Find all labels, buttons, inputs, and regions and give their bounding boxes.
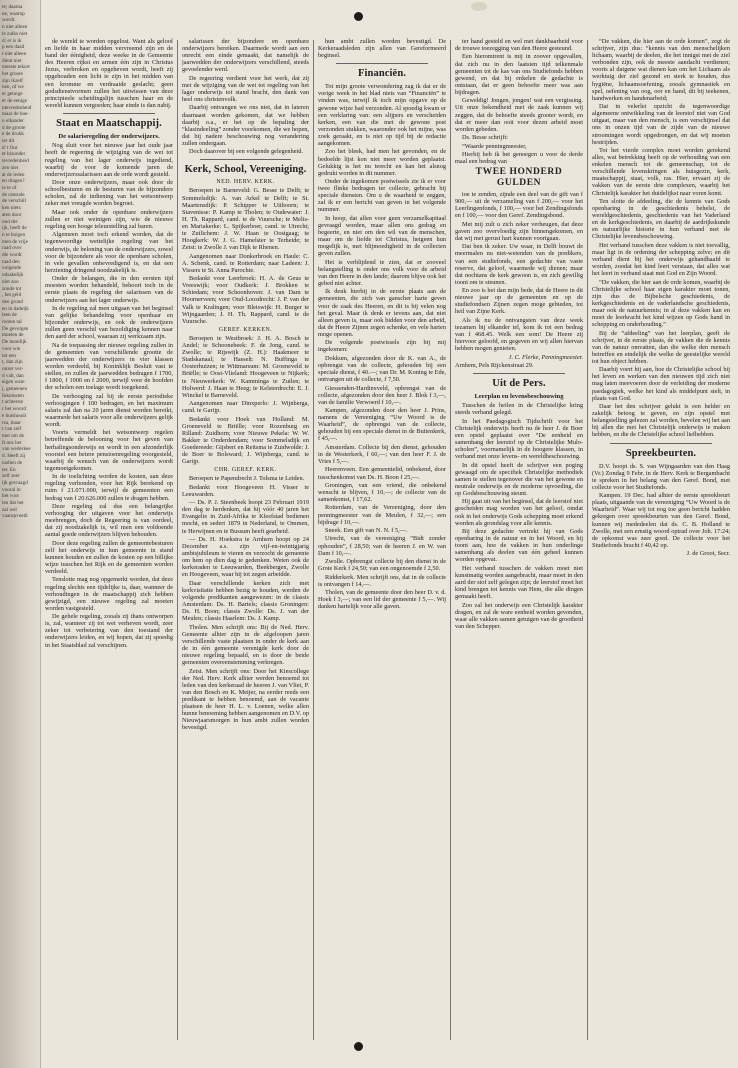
paragraph: Bedankt voor Hoogeveen H. Visser te Leeuwarden.: [182, 483, 309, 498]
spine-line: de verschill: [2, 198, 27, 205]
column-rule: [313, 40, 314, 1040]
spine-line: ie te of: [2, 184, 17, 191]
spine-line: het voor: [2, 493, 20, 500]
paragraph: Als ik nu de ontvangsten van deze week tezamen bij elkander tel, kom ik tot een bedrag van f 468.45. Welk een som! De Heere zij hiervoor geloofd, en gegeven en wij allen hiervan hebben mogen genieten.: [455, 316, 583, 353]
spine-line: en in dadeljk: [2, 305, 29, 312]
spine-line: tevredenheid: [2, 158, 29, 165]
paragraph: Zwolle. Opbrengst collecte bij den dienst in de Grote Kerk f 24,50; van een ongenoemde f 2,50.: [318, 558, 446, 573]
spine-line: e de drukk: [2, 131, 24, 138]
spine-line: p een daad: [2, 44, 25, 51]
spine-line: n niet alleen: [2, 24, 28, 31]
paragraph: Rotterdam, van de Vereeniging, door den penningmeester van de Meulen, f 32,—; een bijdrage f 10,—.: [318, 504, 446, 526]
spine-line: De gevolgen: [2, 325, 29, 332]
paragraph: Het is verblijdend te zien, dat er zooveel belangstelling is onder ons volk voor de arbeid van den Heere in den lande; daarom blijve ook het gebed niet achter.: [318, 258, 446, 287]
article-body: [455, 402, 583, 630]
column-rule: [177, 40, 178, 1040]
spine-line: Inkomsten: [2, 392, 24, 399]
spine-line: te zulks niet: [2, 30, 28, 37]
spine-line: moeten de: [2, 332, 24, 339]
paragraph: Een hieromtrent is mij in zoover opgevallen, dat zich nu in den laatsten tijd telkenmale gemeenten tot de kas van ons Studiefonds hebben gewend, en dat bij enkelen de gedachte is ontstaan, dat er geen behoefte meer was aan bijdragen.: [455, 53, 583, 96]
column-4: [455, 38, 583, 1042]
paragraph: Bij de “afdeeling” van het leerplan, geeft de schrijver, in de eerste plaats, de vakken die de kennis van de natuur omvatten, dan die welke den mensch betreffen en eindelijk die welke de geestelijke wereld tot hun object hebben.: [592, 329, 730, 365]
paragraph: Voorts vermeldt het wetsontwerp regelen betreffende de belooning voor het geven van herhalingsonderwijs en wordt in een afzonderlijk voorstel een betere pensioenregeling voorgesteld, waarbij de wensch van de onderwijzers wordt tegemoetgekomen.: [45, 429, 173, 472]
previous-page-text: [2, 4, 36, 520]
spine-line: raad den: [2, 258, 20, 265]
spine-line: at de leden: [2, 171, 25, 178]
paragraph: Daarbij ontvangen we ons niet, dat in lateren daarnaast worden gekomen, dat we hebben daarbij o.a., er het op de bepaling der “klasindeeling” zonder voorkomen, die we hopen, dat bij nadere beschouwing nog verandering zullen ondergaan.: [182, 104, 309, 147]
paragraph: Ten slotte de afdeeling, die de kennis van Gods openbaring in de geschiedenis behelst, de wereldgeschiedenis, geschiedenis van het Vaderland en de kerkgeschiedenis, en daarbij de aardrijkskunde en natuurlijke historie in hun verband met de Christelijke levensbeschouwing.: [592, 197, 730, 241]
column-1: [45, 38, 173, 1042]
spine-line: en dragen?: [2, 178, 25, 185]
article-title-salaris: De salarisregeling der onderwijzers.: [58, 132, 160, 140]
spine-line: nen, of we: [2, 84, 24, 91]
divider: [610, 443, 712, 444]
paragraph: De volgende postwissels zijn bij mij ingekomen:: [318, 339, 446, 354]
paragraph: Zoo het bleek, had men het gevonden, en de bedoelde lijst kon niet meer worden geplaatst. Gelukkig is het nu terecht en kan het alsnog gedrukt worden in dit nummer.: [318, 148, 446, 177]
spine-line: rooten tal: [2, 319, 22, 326]
paragraph: Tenslotte mag nog opgemerkt worden, dat deze regeling slechts een tijdelijke is, daar, wanneer de verhoudingen in de maatschappij zich hebben gewijzigd, een nieuwe regeling zal moeten worden vastgesteld.: [45, 576, 173, 612]
spine-line: de centrale: [2, 191, 25, 198]
spine-line: e huishoudi: [2, 412, 27, 419]
paragraph: Met mij zult u zich zeker verheugen, dat deze gaven zoo overvloedig zijn binnengekomen, en dat wij met gerust hart kunnen voortgaan.: [455, 220, 583, 242]
paragraph: In hoop, dat allen voor geen verzamelkapitaal gevraagd worden, maar allen ons gedrag en begeerte, en niet om den wil van de menschen, maar om de liefde tot Christus, hetgeen hun mogelijk is, met blijmoedigheid in de collecten geven zullen.: [318, 214, 446, 258]
paragraph: Doch daarover bij een volgende gelegenheid.: [189, 148, 303, 156]
spine-line: den grond: [2, 298, 23, 305]
paragraph: Het verband tusschen de vakken moet niet kunstmatig worden aangebracht, maar moet in den aard der stof zelf gelegen zijn; de leerstof moet het kind brengen tot kennis van Hem, die alle dingen gemaakt heeft.: [455, 564, 583, 601]
spine-line: vooral in: [2, 486, 21, 493]
spine-line: voor wie: [2, 345, 21, 352]
article-body: [318, 83, 446, 610]
spine-line: zonde tot: [2, 285, 22, 292]
subsection-body: [182, 475, 309, 731]
spine-line: d' t Our: [2, 144, 18, 151]
spine-line: zijn ikzelf: [2, 77, 23, 84]
paragraph: De verhooging zal bij de eerste periodieke verhoogingen f 100 bedragen, en het maximum salaris zal dan na 20 jaren dienst worden bereikt, waarmede het salaris voor alle onderwijzers gelijk wordt.: [45, 392, 173, 428]
spine-line: rsa, maar: [2, 419, 22, 426]
paragraph: Ds. Besse schrijft:: [462, 134, 508, 142]
paragraph: Hij gaat uit van het beginsel, dat de leerstof niet gescheiden mag worden van het geloof, omdat ook in het onderwijs Gods schepping moet erkend worden als grondslag voor alle kennis.: [455, 498, 583, 527]
article-body: [592, 463, 730, 549]
article-title-leerplan: Leerplan en levensbeschouwing: [474, 392, 564, 400]
paragraph: — Ds. H. Hoekstra te Arnhem hoopt op 24 December a.s. zijn vijf-en-twintigjarig ambtsjubileum te vieren en verzocht de gemeente om hem op dien dag te gedenken. Weten ook de kerkeraden te Leeuwarden, Beekbergen, Zwolle en Hoogeveen, waar hij tot zegen arbeidde.: [182, 535, 309, 579]
paragraph: Beroepen te Papendrecht J. Tolsma te Leiden.: [189, 475, 305, 483]
paragraph: Dokkum, afgezonden door de K. van A., de opbrengst van de collecte, gehouden bij een speciale dienst, f 40.—; van Dr. M. Koning te Ede, ontvangen uit de collecte, f 7,50.: [318, 354, 446, 384]
spine-line: maar de hoe-: [2, 111, 30, 118]
spine-line: ijk, heeft de: [2, 225, 27, 232]
spine-line: vaaropvoedi: [2, 513, 28, 520]
paragraph: Deze regeling zal dus een belangrijke verhooging der uitgaven voor het onderwijs meebrengen, doch de Regeering is van oordeel, dat zij noodzakelijk is, wil men een voldoende aantal goede onderwijzers blijven behouden.: [45, 502, 173, 539]
section-title-spreekbeurten: Spreekbeurten.: [625, 447, 697, 459]
paragraph: “Waarde penningmeester,: [462, 142, 527, 150]
paragraph: In het Paedagogisch Tijdschrift voor het Christelijk onderwijs heeft nu de heer J. de Boer een opstel geplaatst over “De eenheid en samenhang der leerstof op de Christelijke Mulo-scholen”, voornamelijk in de hoogere klassen, in verband met onze levens- en wereldbeschouwing.: [455, 417, 583, 461]
paragraph: Nog sluit voor het nieuwe jaar het oude jaar heeft de regeering de wijziging van de wet tot regeling van het lager onderwijs ingediend, waarbij de voor de komende jaren de onderwijzerssalarissen aan de orde wordt gesteld.: [45, 142, 173, 178]
spine-line: meeste tekort: [2, 64, 30, 71]
paragraph: Tot het vierde complex moet worden gerekend alles, wat betrekking heeft op de verhouding van een enkelen mensch tot de gemeenschap, tot de verschillende levenskringen als huisgezin, kerk, maatschappij, staat, volk, ras. Hier, ervaart zij de vakken van de eerste drie complexen, waarbij het Christelijk karakter het duidelijkst naar voren komt.: [592, 147, 730, 197]
paragraph: Tholen, van de gemeente door den heer D. v. d. Hoek f 3,—; van een lid der gemeente f 5,—. Wij danken hartelijk voor alle gaven.: [318, 589, 446, 611]
paragraph: Bij deze gedachte vertrekt hij van Gods openbaring in de natuur en in het Woord, en hij toont aan, hoe de vakken in hun onderlinge samenhang als deelen van één geheel kunnen worden opgevat.: [455, 528, 583, 564]
paragraph: Daarbij voert hij aan, hoe de Christelijke school bij het leven en werken van den nieuwen tijd zich niet mag laten meevoeren door de verleiding der moderne paedagogiek, welke het kind als middelpunt stelt, in plaats van God.: [592, 366, 730, 402]
spine-line: nadien de: [2, 459, 23, 466]
signature-place: Arnhem, Pels Rijckenstraat 29.: [455, 361, 534, 369]
paragraph: Na de toepassing der nieuwe regeling zullen in de gemeenten van verschillende grootte de jaarwedden der onderwijzers in vier klassen worden verdeeld, bij Koninklijk Besluit vast te stellen, en zullen de jaarwedden bedragen f 1700, f 1800, f 1900 en f 2000, terwijl voor de hoofden der scholen een toelage wordt toegekend.: [45, 341, 173, 392]
spine-line: men de vrije: [2, 238, 28, 245]
binding-hole-icon: [354, 1042, 363, 1051]
spine-line: zen niet: [2, 164, 19, 171]
spine-line: ien dat het: [2, 500, 24, 507]
paragraph: — Ds. P. J. Steenbeek hoopt 23 Februari 1919 den dag te herdenken, dat hij vóór 40 jaren het Evangelie in Zuid-Afrika te Kleefstad bedienen mocht, en sedert 1879 in Nederland, te Ommen, te Herwijnen en te Bussum heeft gearbeid.: [182, 499, 309, 535]
spine-line: d valt, dan: [2, 372, 24, 379]
newspaper-sheet: [40, 0, 738, 1068]
spine-line: zal wel: [2, 506, 17, 513]
intro-text: [318, 38, 446, 59]
column-rule: [587, 40, 588, 1040]
paragraph: Amsterdam. Collecte bij den dienst, gehouden in de Westerkerk, f 60,—; van den heer F. J. de Vries f 5,—.: [318, 443, 446, 466]
subsection-body: [182, 187, 309, 324]
paragraph: Dat in velerlei opzicht de tegenwoordige algemeene ontwikkeling van de leerstof niet van God uitgaat, maar van den mensch, is een verschijnsel dat ons in onzen tijd van de zijde van de nieuwe stroomingen wordt opgedrongen, en dat wij moeten bestrijden.: [592, 103, 730, 146]
spine-line: r het woord: [2, 406, 26, 413]
paragraph: De regeering verdient voor het werk, dat zij met de wijziging van de wet tot regeling van het lager onderwijs tot stand bracht, den dank van heel ons christenvolk.: [182, 74, 309, 104]
paragraph: Daar het den schrijver gelukt is een helder en zakelijk betoog te geven, en zijn opstel met belangstelling gelezen zal worden, bevelen wij het aan bij allen die met het Christelijk onderwijs te maken hebben, en die de Christelijke school liefhebben.: [592, 403, 730, 439]
previous-page-margin: [0, 0, 42, 1068]
spine-line: ne, waarop: [2, 10, 25, 17]
spine-line: leen de: [2, 312, 17, 319]
intro-text: [45, 38, 173, 109]
spine-line: ntevredenheid: [2, 104, 32, 111]
article-body: [455, 191, 583, 352]
spine-line: niet zoo: [2, 278, 19, 285]
spine-line: het groote: [2, 71, 23, 78]
paragraph: Aangenomen naar Donkerbroek en Haule: C. A. Schenk, cand. te Rotterdam; naar Ladeen: J. Vissers te St. Anna Parochie.: [182, 252, 309, 274]
paragraph: Onder de belangen, die in den eersten tijd moesten worden behandeld, behoort toch in de eerste plaats de regeling der salarissen van de onderwijzers aan het lager onderwijs.: [45, 275, 173, 304]
spine-line: n te buigen: [2, 231, 26, 238]
paragraph: In de toelichting worden de kosten, aan deze regeling verbonden, voor het Rijk berekend op ruim f 21.071.000, terwijl de gemeenten een bedrag van f 20.626.000 zullen te dragen hebben.: [45, 473, 173, 502]
column-5: [592, 38, 730, 1042]
intro-text: [455, 38, 583, 165]
subsection-ned-herv: NED. HERV. KERK.: [216, 179, 275, 186]
paragraph: Door onze onderwijzers, maar ook door de schoolbesturen en de besturen van de bijzondere scholen, zal de indiening van het wetsontwerp zeker met vreugde worden begroet.: [45, 179, 173, 208]
article-body: [45, 142, 173, 648]
paragraph: hun ambt zullen worden bevestigd. De Kerkeraadsleden zijn allen van Gereformeerd beginsel.: [318, 38, 446, 60]
spine-line: j, gemeenen: [2, 386, 28, 393]
spine-line: van wederkee: [2, 446, 31, 453]
spine-line: ft ons het: [2, 439, 22, 446]
spine-line: t, dan zijn: [2, 359, 23, 366]
paper-stain: [471, 2, 487, 11]
spine-line: volgende: [2, 265, 22, 272]
intro-text: [182, 38, 309, 155]
paragraph: In de regeling zal men uitgaan van het beginsel van gelijke behandeling voor openbaar en bijzonder onderwijs, en ook de onderwijzers zullen geen verschil van bezoldiging kennen naar den aard der school, waaraan zij werkzaam zijn.: [45, 304, 173, 341]
spine-line: met om de: [2, 433, 24, 439]
spine-line: ken niets: [2, 205, 21, 212]
paragraph: Geweldig! Jongen, jongen! wat een vergissing. Uit onze bekendheid met de zaak kunnen wij zeggen, dat de behoefte steeds grooter wordt, en dat er meer dan ooit voor dezen arbeid moet worden gebeden.: [455, 97, 583, 133]
paragraph: En zoo is het dan mijn bede, dat de Heere in dit nieuwe jaar op de gemeenten en op de studiefondsen Zijnen zegen moge gebieden, tot heil van Zijne Kerk.: [455, 287, 583, 316]
spine-line: te; daarna: [2, 4, 23, 10]
spine-line: raad over: [2, 245, 22, 252]
paragraph: de wereld te worden opgelost. Want als geloof en liefde in haar midden vervreemd zijn en de band der éénigheid, deze weeke in de Gemeente des Heeren rijkst en armen één zijn in Christus Jezus, verbroken en opgeheven wordt, heeft zij opgehouden een licht te zijn in het midden van een kromme en verdraaide geslacht; geen godsdienstvormen zullen het uitwissen van deze principieele scheidingslijn tusschen haar en de wereld kunnen vergoeden; haar einde is dan nabij.: [45, 38, 173, 109]
paragraph: Kampen, afgezonden door den heer J. Prins, namens de Vereeniging “Uw Woord is de Waarheid”, de opbrengst van de collecte, gehouden bij een speciale dienst in de Buitenkerk, f 45,—.: [318, 407, 446, 443]
spine-line: tot een: [2, 352, 16, 359]
paragraph: toe te zenden, zijnde een deel van de gift van f 900,— uit de verzameling van f 200,— voor het Leerlingenfonds, f 100,— voor het Zendingsfonds en f 100,— voor den Geref. Zendingsbond.: [455, 191, 583, 220]
spine-line: t achterste: [2, 399, 24, 406]
spine-line: De moeilijk: [2, 339, 27, 346]
spine-line: aten door: [2, 211, 22, 218]
paragraph: Groningen, van een vriend, die onbekend wenscht te blijven, f 10,—; de collecte van de samenkomst, f 17,62.: [318, 481, 446, 504]
paragraph: Zeist. Men schrijft ons: Door het Kiescollege der Ned. Herv. Kerk alhier werden benoemd tot leden van den kerkeraad de heeren J. van Vliet, P. van den Bosch en K. Meijer, na eerder reeds een predikant te hebben benoemd, aan de vacante plaatsen de heer H. L. v. Loenen, welke allen hunne benoeming hebben aangenomen en D.V. op Nieuwjaarsmorgen in hun ambt zullen worden bevestigd.: [182, 667, 309, 732]
paragraph: Heerenveen. Een gemeentelid, onbekend, door tusschenkomst van Ds. H. Boon f 25,—.: [318, 466, 446, 481]
paragraph: Dat ben ik zeker. Uw waar, in Delft bouwt de meermalen nu niet-wetenden van de predikers, van een studiefonds, een gedachte van vaste reserve, dat geloof, waarmede wij dienen; maar dat nochtans de kerk gewoon is, en zich gewillig toont om te steunen.: [455, 243, 583, 286]
paragraph: Ridderkerk. Men schrijft ons, dat in de collecte is ontvangen f 14,—.: [318, 573, 446, 588]
paragraph: Hierbij heb ik het genoegen u voor de derde maal een bedrag van: [455, 150, 583, 165]
spine-line: eigen ware: [2, 379, 25, 386]
paragraph: Onder de ingekomen postwissels zie ik er voor twee flinke bedragen ter collecte, gebracht bij speciale diensten. Om u de waarheid te zeggen, zal ik er een bericht van geven in het volgende nummer.: [318, 178, 446, 214]
paragraph: Bedankt voor Hoek van Holland: M. Groeneveld te Briëlle; voor Rozenburg en Rilland: Zuidhorn; voor Nieuwe Pekela: W. W. Bakker te Onderdendam; voor Sommelsdijk en Goedereede: Gijsbert en Reitsma te Zuidwolde: J. de Boer te Bolsward; J. Wijnberga, cand. te Garijp.: [182, 415, 309, 466]
subsection-chr-geref: CHR. GEREF. KERK.: [214, 467, 277, 474]
spine-line: er getuige: [2, 91, 23, 98]
paragraph: Beroepen te Barneveld: G. Besse te Delft; te Sommelsdijk: A. van Arkel te Delft; te St. Maartensdijk: P. Schipper te Uithoorn; te Stavenisse: P. Kamp te Tholen; te Oudewater: J. H. Th. Rappard, cand. te de Vuursche; te Melis- en Mariakerke: L. Spijkerboer, cand. te Utrecht; te Zuilichem: J. W. Haan te Oostgaag; te Hoogkerk: W. J. G. Hamelster te Terheide; te Zeist: te Zwolle J. van Dijk te Rhenen.: [182, 187, 309, 252]
paragraph: Tot mijn groote verwondering zag ik dat er de vorige week in het blad niets van “Financiën” te vinden was, terwijl ik toch mijn opgave op de gewone wijze had verzonden. Al spoedig kwam er een verklaring van: een slijpers en verscheiden kerken, een van die met de gewone post verzonden stukken, waaronder ook het mijne, was zoek geraakt, en is niet op tijd bij de redactie aangekomen.: [318, 83, 446, 148]
paragraph: Het verband tusschen deze vakken is niet toevallig, maar ligt in de ordening der schepping zelve; en dit verband dient bij het onderwijs gehandhaafd te worden, zoodat het kind leert verstaan, dat alles wat het leert in verband staat met God en Zijn Woord.: [592, 241, 730, 278]
subsection-geref: GEREF. KERKEN.: [218, 326, 273, 333]
spine-line: wordt.: [2, 17, 16, 24]
spine-line: die wordt: [2, 252, 22, 259]
signature: J. C. Flerke, Penningmeester.: [508, 353, 583, 361]
spine-line: et bizonder: [2, 151, 26, 158]
spine-line: odsakelijk: [2, 272, 24, 279]
divider: [200, 159, 291, 160]
divider: [63, 113, 155, 114]
column-3: [318, 38, 446, 1042]
spine-line: ond der: [2, 218, 18, 225]
binding-hole-icon: [354, 12, 363, 21]
section-title-pers: Uit de Pers.: [492, 377, 546, 389]
paragraph: salarissen der bijzondere en openbare onderwijzers bereiken. Daarmede wordt aan een onrecht een einde gemaakt, dat namelijk de jaarwedden der onderwijzers verschillend, steeds gevoelender werd.: [182, 38, 309, 74]
paragraph: Tholen. Men schrijft ons: Bij de Ned. Herv. Gemeente alhier zijn in de afgeloopen jaren verschillende vaste plaatsen in onder de kerk aan de in één gemeente verenigde kerk door de nieuwe regeling bepaald, en is door de beide gemeenten overeenstemming verkregen.: [182, 623, 309, 667]
paragraph: Maar ook onder de openbare onderwijzers zullen er niet weinigen zijn, wie de nieuwe regeling een hooge teleurstelling zal baren.: [45, 208, 173, 230]
paragraph: Ik denk hierbij in de eerste plaats aan de gemeenten, die zich van ganscher harte geven voor de zaak des Heeren, en dit is bij velen nog het geval. Maar ik denk er tevens aan, dat niet alleen geven is, maar ook bidden voor den arbeid, dat de Heere Zijnen zegen schenke, en vele harten moge openen.: [318, 288, 446, 338]
spine-line: t niet alleen: [2, 50, 27, 57]
column-2: [182, 38, 309, 1042]
paragraph: “De vakken, die hier aan de orde komen, waarbij de Christelijke school haar eigen karakter moet tonen, zijn dus de Bijbelsche geschiedenis, de kerkgeschiedenis en de vaderlandsche geschiedenis, maar ook de natuurkennis; in al deze vakken kan en moet de leerkracht het kind wijzen op Gods hand in schepping en onderhouding.”: [592, 278, 730, 329]
spine-line: t van zelf: [2, 426, 22, 433]
section-title-staat: Staat en Maatschappij.: [56, 117, 162, 129]
subsection-body: [182, 335, 309, 465]
paragraph: Zoo zal het onderwijs een Christelijk karakter dragen, en zal de ware eenheid worden gevonden, waar alle vakken samen getuigen van de grootheid van den Schepper.: [455, 601, 583, 630]
paragraph: Aangenomen naar Dinxperlo: J. Wijnberga, cand. te Garijp.: [182, 400, 309, 415]
spine-line: d de groote: [2, 124, 26, 131]
section-title-kerk: Kerk, School, Vereeniging.: [184, 164, 307, 176]
paragraph: Utrecht, van de vereeniging “Bidt zonder ophouden”, f 28,50; van de heeren J. en W. van Dam f 10,—.: [318, 535, 446, 557]
paragraph: Sneek. Een gift van N. N. f 5,—.: [325, 527, 408, 535]
signature: J. de Groot, Secr.: [686, 550, 730, 558]
paragraph: Kampen. 19 Dec. had alhier de eerste spreekbeurt plaats, uitgaande van de vereeniging “Uw Woord is de Waarheid”. Waar wij tot nog toe geen bericht hadden gekregen over spreekbeurten van den Geref. Bond, kunnen wij mededeelen dat ds. C. B. Holland te Zwolle, met een ernstig woord optrad over Joh. 17:24; de opkomst was zeer goed. De collecte voor het Studiefonds bracht f 40,42 op.: [592, 492, 730, 549]
headline-amount: TWEE HONDERD GULDEN: [475, 167, 563, 189]
spine-line: ter dit: [2, 138, 15, 145]
paragraph: Bedankt voor Leerbroek: H. A. de Geus te Vreeswijk; voor Oudkerk: J. Brokken te Schiedam; voor Schoonhoven: J. van Dam te Hoornerveen; voor Oud-Loosdrecht: J. P. van der Valk te Kralingen; voor Bleiswijk: H. Burger te Wijngaarden; J. H. Th. Rappard, cand. te de Vuursche.: [182, 275, 309, 325]
spine-line: dient niet: [2, 57, 22, 64]
paragraph: Giessenden-Hardinxveld, opbrengst van de collecte, afgezonden door den heer J. Blok f 3,—, van de familie Verwoerd f 10,—.: [318, 384, 446, 406]
paragraph: Door deze regeling zullen de gemeentebesturen zelf het onderwijs in hun gemeente in stand kunnen houden en zullen de kosten op een billijke wijze tusschen het Rijk en de gemeenten worden verdeeld.: [45, 539, 173, 576]
spine-line: d. Heeft zij: [2, 453, 26, 460]
paragraph: Beroepen te Westbroek: J. H. A. Bosch te Andel; te Schoonebeek: F. de Jong, cand. te Zwolle; te Rijswijk (Z. H.): Haakmeer te Stadskanaal; te Hasselt: N. Buffinga te Oosterhuizen; te Wittmarsum: M. Groeneveld te Briëlle; te Oost-Vlieland: Hoogeveen te Nijkerk; te Nieuwerkerk: W. Kamminga te Zuilen; te Holwerd: J. Haan te Heeg; te Kelsterdrecht: E. J. Winckel te Barneveld.: [182, 334, 309, 399]
paragraph: De gehele regeling, zooals zij thans ontworpen is, zal, wanneer zij tot wet verheven wordt, zeer zeker tot verbetering van den toestand der onderwijzers leiden, en wij hopen, dat zij spoedig in het Staatsblad zal verschijnen.: [45, 613, 173, 649]
column-rule: [450, 40, 451, 1040]
spine-line: ter. En: [2, 466, 16, 473]
paragraph: Algemeen moet toch erkend worden, dat de tegenwoordige wettelijke regeling van het onderwijs, de beloning van de onderwijzers, zowel voor de bijzondere als voor de openbare scholen, in vele gevallen onbevredigend is, en dat een herziening dringend noodzakelijk is.: [45, 231, 173, 274]
paragraph: ter hand gesteld en wel met dankbaarheid voor de trouwe toezegging van den Heere gesteund.: [455, 38, 583, 53]
spine-line: er de eenige: [2, 97, 28, 104]
article-body: [592, 38, 730, 439]
section-title-financien: Financiën.: [358, 68, 406, 80]
divider: [336, 63, 428, 64]
paragraph: Daar verschillende kerken zich met kerkvisitatie hebben bezig te houden, werden de volgende predikanten aangewezen: in de classis Amsterdam: Ds. H. Bartels; classis Groningen: Ds. H. Boon; classis Zwolle: Ds. J. van der Meulen; classis Haarlem: Ds. J. Kamp.: [182, 579, 309, 623]
spine-line: onzer ver-: [2, 365, 24, 372]
paragraph: In dit opstel heeft de schrijver een poging gewaagd om de specifiek Christelijke methodiek samen te stellen tegenover die van het gewone en neutrale onderwijs en de moderne opvoeding, die op Godsbeschouwing steunt.: [455, 461, 583, 497]
spine-line: , het geld: [2, 292, 22, 299]
divider: [473, 373, 565, 374]
spine-line: n elkander: [2, 117, 24, 124]
paragraph: “De vakken, die hier aan de orde komen”, zegt de schrijver, zijn dus: “kennis van den menschelijken lichaam, waarbij de deelen, die het innigst met de ziel verbonden zijn, ook de meeste aandacht verdienen; voorts al datgene wat dienen kan om het Lichaam als werktuig der ziel gezond en sterk te houden, dus hygiëne, lichaamsoefening, zooals gymnastiek en spel, oefening van oog, oor en hand, dit bij teekenen, handwerken en handenarbeid;: [592, 38, 730, 102]
spine-line: d; er is ik: [2, 37, 22, 44]
paragraph: D.V. hoopt ds. S. van Wijngaarden van den Haag (Vr.) Zondag 9 Febr. in de Herv. Kerk te Bergambacht te spreken in het belang van den Geref. Bond, met collecte voor het Studiefonds.: [592, 462, 730, 491]
paragraph: Tusschen de heilen in de Christelijke kring steeds verband gelegd.: [455, 402, 583, 417]
spine-line: ijk gevraagd: [2, 479, 28, 486]
spine-line: zelf zeer: [2, 473, 20, 480]
